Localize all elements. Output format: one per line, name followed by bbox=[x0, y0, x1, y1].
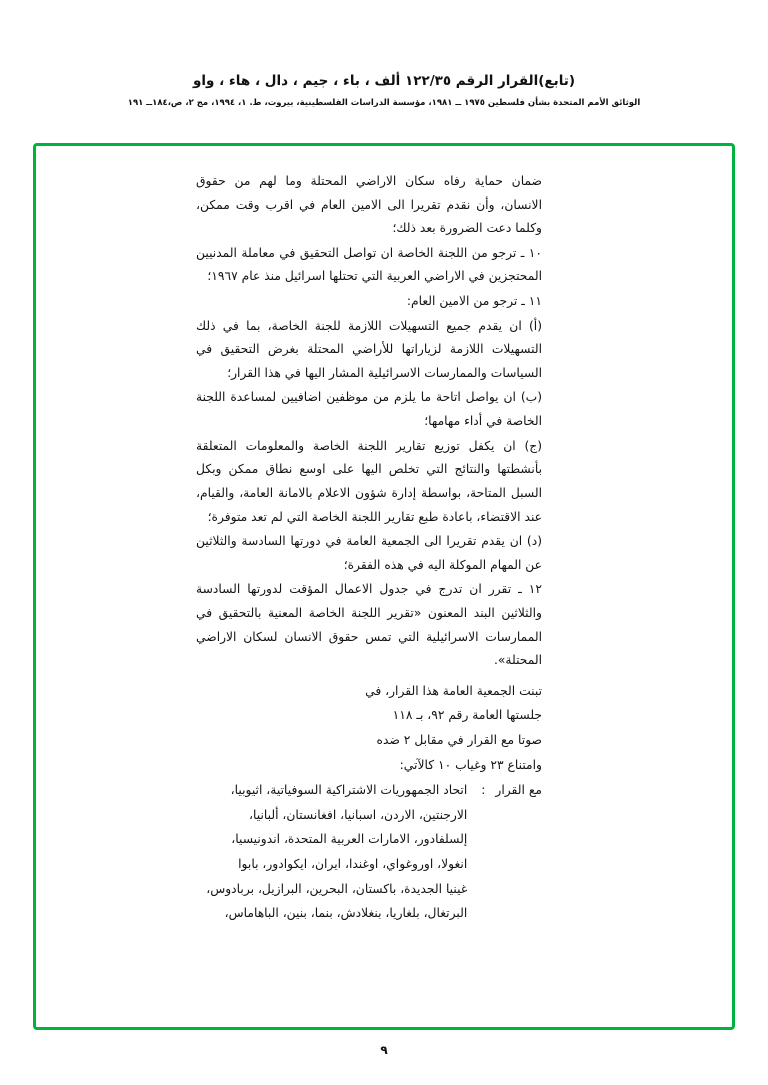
adoption-line-2: جلستها العامة رقم ٩٢، بـ ١١٨ bbox=[392, 708, 542, 723]
adoption-note bbox=[196, 680, 542, 777]
content-frame bbox=[33, 143, 735, 1030]
paragraph-11-d: (د) ان يقدم تقريرا الى الجمعية العامة في دورتها السادسة والثلاثين عن المهام الموكلة اليه في هذه الفقرة؛ bbox=[196, 534, 542, 572]
vote-country-line: انغولا، اوروغواي، اوغندا، ايران، ايكوادور، بابوا bbox=[238, 857, 468, 872]
document-header bbox=[0, 0, 768, 108]
page-number: ٩ bbox=[380, 1043, 388, 1057]
vote-country-list bbox=[196, 779, 467, 927]
paragraph-11-a: (أ) ان يقدم جميع التسهيلات اللازمة للجنة الخاصة، بما في ذلك التسهيلات اللازمة لزياراتها للأراضي المحتلة بغرض التحقيق في السياسات والممارسات الاسرائيلية المشار اليها في هذا القرار؛ bbox=[196, 318, 542, 380]
paragraph-11-b: (ب) ان يواصل اتاحة ما يلزم من موظفين اضافيين لمساعدة اللجنة الخاصة في أداء مهامها؛ bbox=[196, 390, 542, 429]
adoption-line-1: تبنت الجمعية العامة هذا القرار، في bbox=[365, 683, 542, 698]
adoption-line-4: وامتناع ٢٣ وغياب ١٠ كالآتي: bbox=[399, 757, 542, 772]
source-citation: الوثائق الأمم المتحدة بشأن فلسطين ١٩٧٥ ــ ١٩٨١، مؤسسة الدراسات الفلسطينية، بيروت، ط. ١، ١٩٩٤، مج ٢، ص،١٨٤ــ ١٩١ bbox=[127, 97, 641, 108]
paragraph-12: ١٢ ـ تقرر ان تدرج في جدول الاعمال المؤقت لدورتها السادسة والثلاثين البند المعنون «تقرير اللجنة الخاصة المعنية بالتحقيق في الممارسات الاسرائيلية التي تمس حقوق الانسان لسكان الاراضي المحتلة». bbox=[196, 582, 542, 668]
resolution-body bbox=[196, 170, 542, 927]
vote-country-line: غينيا الجديدة، باكستان، البحرين، البرازيل، بربادوس، bbox=[206, 881, 468, 896]
vote-label: مع القرار bbox=[495, 783, 542, 798]
vote-colon: : bbox=[481, 783, 486, 798]
vote-country-line: إلسلفادور، الامارات العربية المتحدة، اندونيسيا، bbox=[231, 832, 468, 847]
paragraph-11-c: (ج) ان يكفل توزيع تقارير اللجنة الخاصة والمعلومات المتعلقة بأنشطتها والنتائج التي تخلص اليها على اوسع نطاق ممكن وبكل السبل المتاحة، بواسطة إدارة شؤون الاعلام بالامانة العامة، والقيام، عند الاقتضاء، باعادة طبع تقارير اللجنة الخاصة التي لم تعد متوفرة؛ bbox=[196, 438, 542, 524]
paragraph-continuation: ضمان حماية رفاه سكان الاراضي المحتلة وما لهم من حقوق الانسان، وأن نقدم تقريرا الى الامين العام في اقرب وقت ممكن، وكلما دعت الضرورة بعد ذلك؛ bbox=[196, 174, 542, 236]
vote-in-favour-block bbox=[196, 779, 542, 927]
paragraph-10: ١٠ ـ ترجو من اللجنة الخاصة ان تواصل التحقيق في معاملة المدنيين المحتجزين في الاراضي العربية التي تحتلها اسرائيل منذ عام ١٩٦٧؛ bbox=[196, 245, 542, 284]
paragraph-11: ١١ ـ ترجو من الامين العام: bbox=[406, 294, 542, 309]
adoption-line-3: صوتا مع القرار في مقابل ٢ ضده bbox=[376, 733, 542, 748]
vote-country-line: اتحاد الجمهوريات الاشتراكية السوفياتية، اثيوبيا، bbox=[230, 783, 468, 798]
vote-country-line: البرتغال، بلغاريا، بنغلادش، بنما، بنين، الباهاماس، bbox=[224, 906, 468, 921]
vote-country-line: الارجنتين، الاردن، اسبانيا، افغانستان، ألبانيا، bbox=[249, 807, 468, 822]
page-title: (تابع)القرار الرقم ١٢٢/٣٥ ألف ، باء ، جيم ، دال ، هاء ، واو bbox=[192, 73, 576, 89]
